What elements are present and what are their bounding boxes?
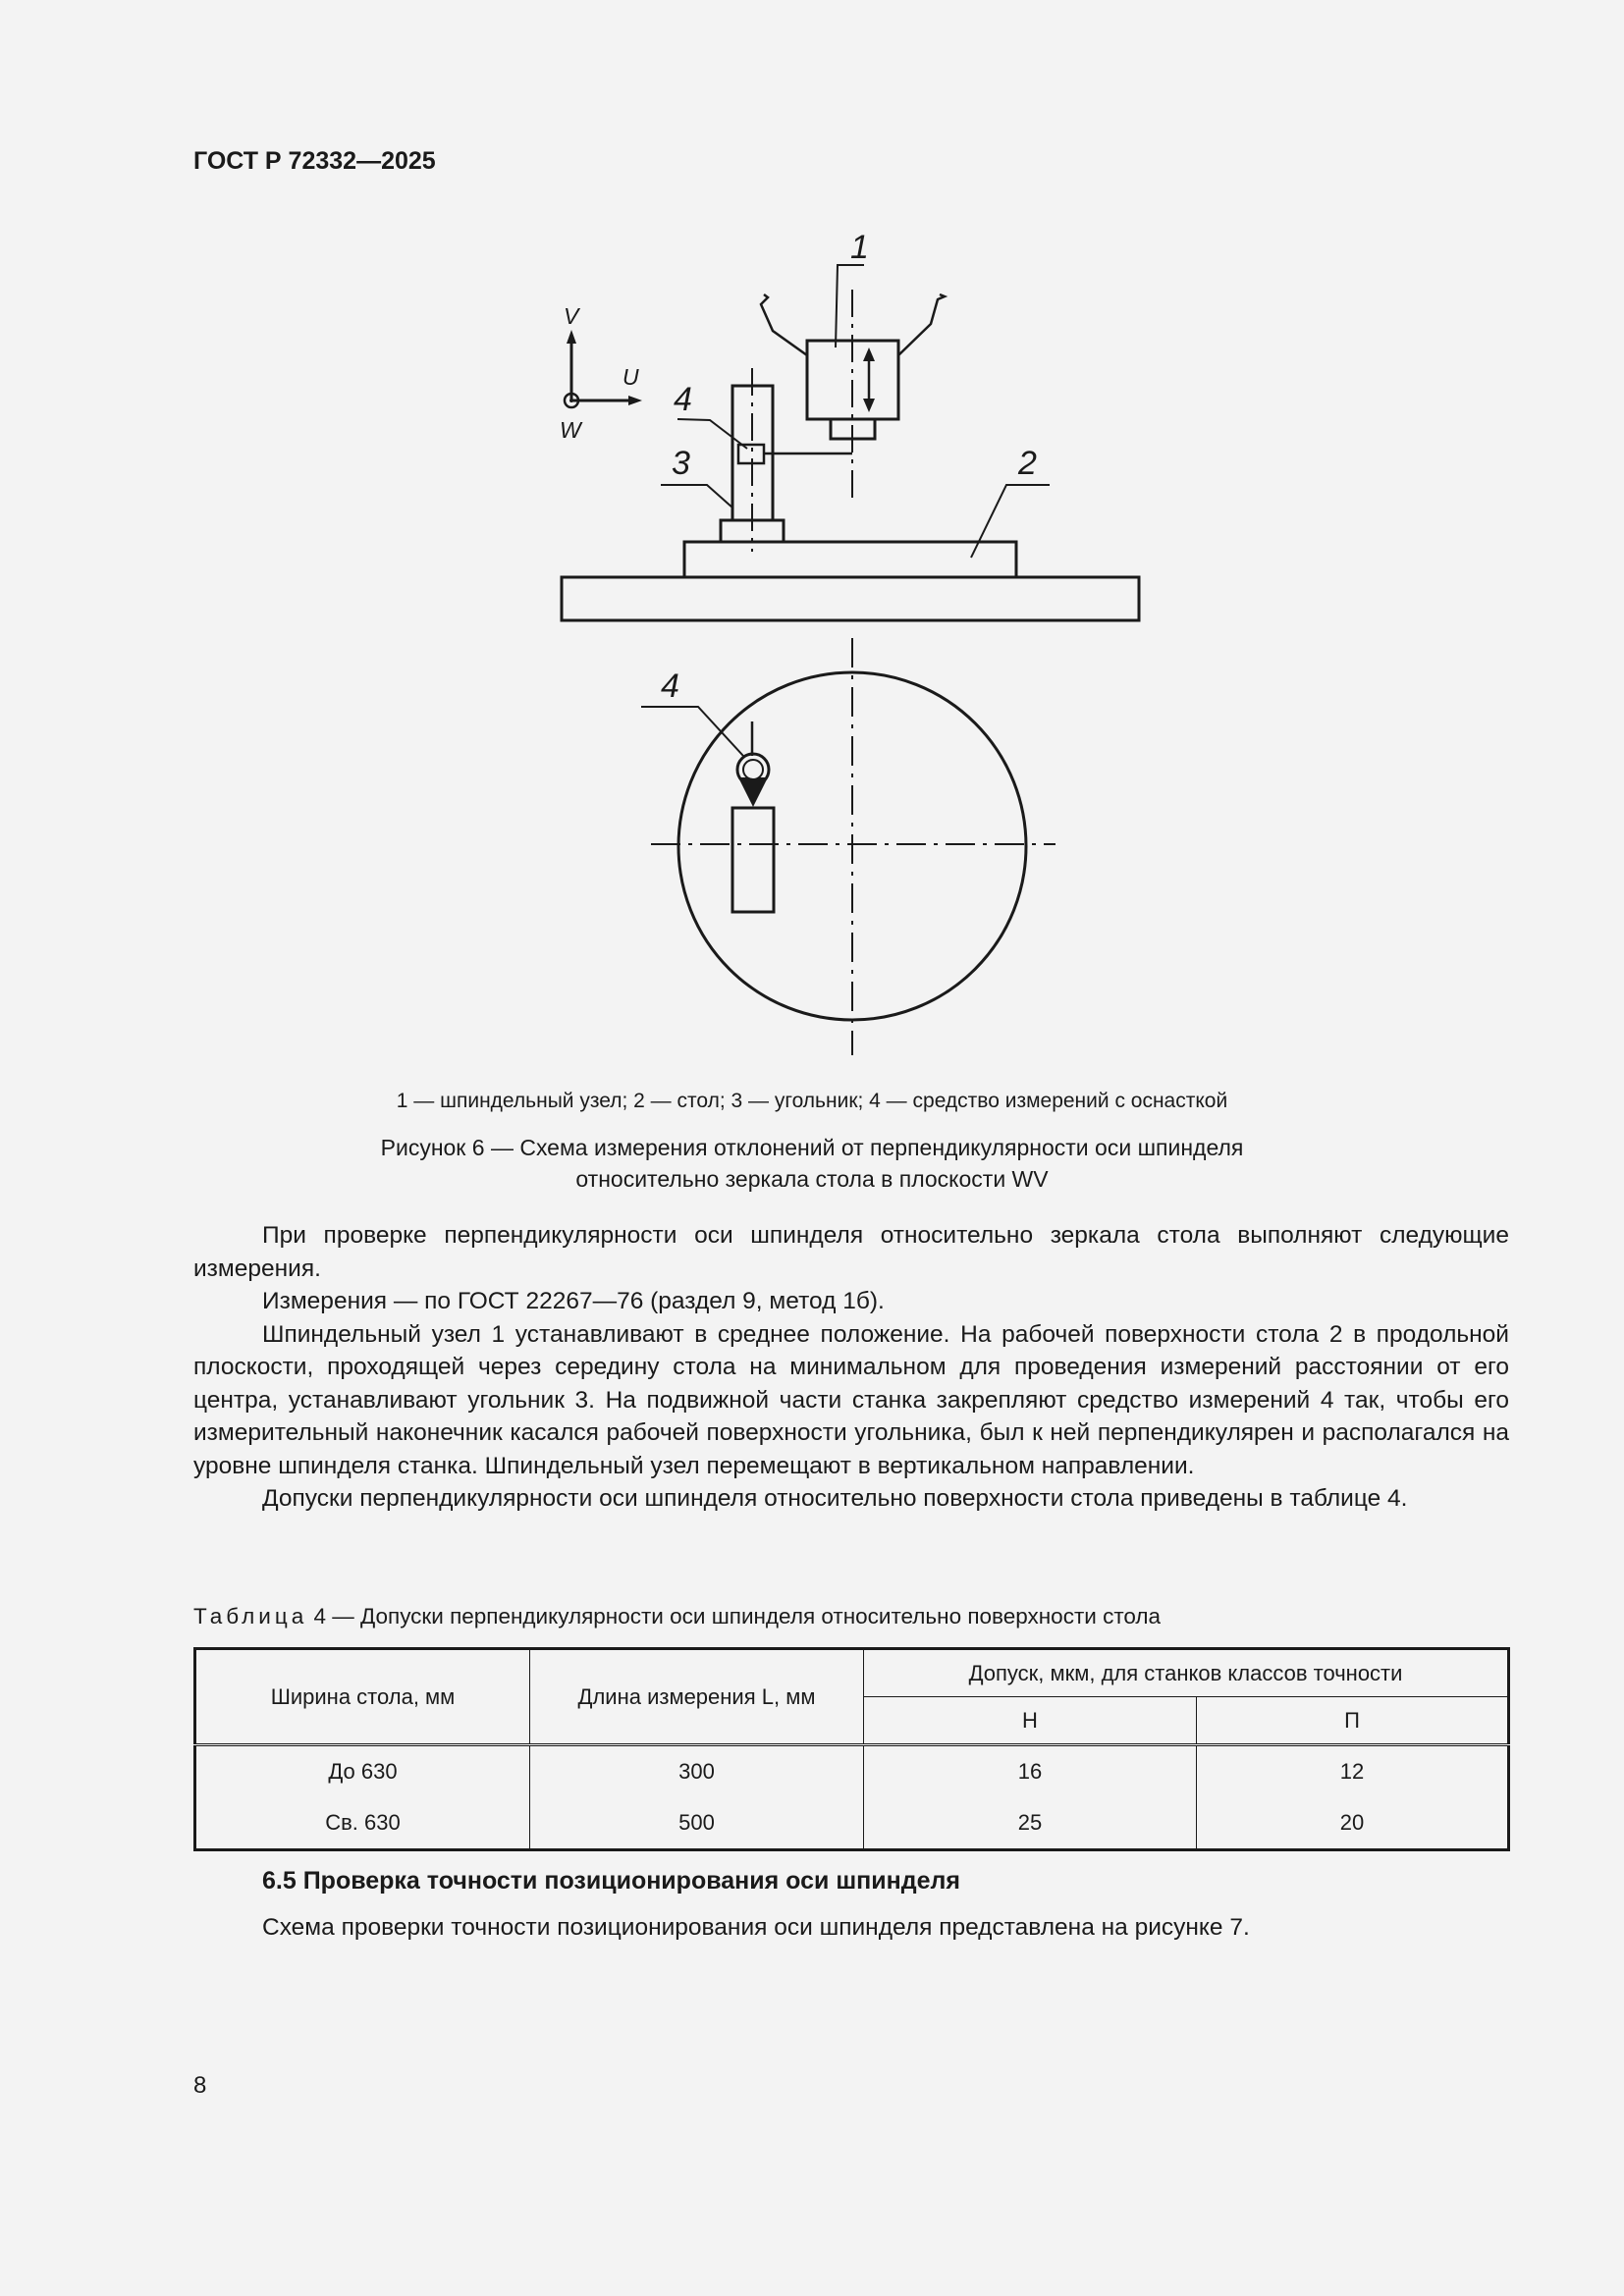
cell-class-n: 25: [864, 1797, 1197, 1850]
tolerance-table: [193, 1647, 1510, 1851]
cell-class-p: 20: [1197, 1797, 1509, 1850]
callout-3: 3: [672, 445, 690, 482]
square-top-view: [732, 808, 774, 912]
cell-class-p: 12: [1197, 1745, 1509, 1798]
section-text: Схема проверки точности позиционирования оси шпинделя представлена на рисунке 7.: [262, 1914, 1250, 1941]
header-tolerance: Допуск, мкм, для станков классов точности: [864, 1649, 1509, 1697]
work-table: [684, 542, 1016, 577]
paragraph: Измерения — по ГОСТ 22267—76 (раздел 9, метод 1б).: [262, 1288, 885, 1314]
callout-2: 2: [1018, 445, 1037, 482]
figure-6-diagram: [0, 0, 1624, 1080]
figure-title-line-2: относительно зеркала стола в плоскости WV: [575, 1166, 1049, 1192]
header-length: Длина измерения L, мм: [530, 1649, 864, 1745]
page-number: 8: [193, 2072, 207, 2099]
figure-title-line-1: Рисунок 6 — Схема измерения отклонений от перпендикулярности оси шпинделя: [380, 1135, 1244, 1160]
section-heading: 6.5 Проверка точности позиционирования оси шпинделя: [262, 1867, 960, 1895]
axis-u-label: U: [623, 364, 639, 390]
axis-w-label: W: [560, 417, 581, 443]
cell-width: Св. 630: [195, 1797, 530, 1850]
paragraph: Шпиндельный узел 1 устанавливают в среднее положение. На рабочей поверхности стола 2 в продольной плоскости, проходящей через середину стола на минимальном для проведения измерений расстоянии от его центра, устанавливают угольник 3. На подвижной части станка закрепляют средство измерений 4 так, чтобы его измерительный наконечник касался рабочей поверхности угольника, был к ней перпендикулярен и располагался на уровне шпинделя станка. Шпиндельный узел перемещают в вертикальном направлении.: [193, 1320, 1509, 1479]
machine-base: [562, 577, 1139, 620]
figure-legend: 1 — шпиндельный узел; 2 — стол; 3 — угольник; 4 — средство измерений с оснасткой: [396, 1090, 1228, 1112]
axis-v-label: V: [564, 303, 579, 329]
table-title: [193, 1604, 1161, 1629]
cell-width: До 630: [195, 1745, 530, 1798]
header-class-p: П: [1197, 1697, 1509, 1745]
callout-4: 4: [674, 381, 692, 418]
paragraph: Допуски перпендикулярности оси шпинделя относительно поверхности стола приведены в таблице 4.: [262, 1485, 1408, 1512]
callout-1: 1: [850, 229, 869, 266]
table-row: [195, 1797, 1509, 1850]
table-title-prefix: Таблица: [193, 1604, 308, 1629]
table-title-text: 4 — Допуски перпендикулярности оси шпинделя относительно поверхности стола: [307, 1604, 1162, 1629]
figure-title: [0, 1132, 1624, 1195]
cell-length: 500: [530, 1797, 864, 1850]
document-header: ГОСТ Р 72332—2025: [193, 147, 436, 175]
header-width: Ширина стола, мм: [195, 1649, 530, 1745]
header-class-n: Н: [864, 1697, 1197, 1745]
callout-4-plan: 4: [661, 667, 679, 705]
cell-class-n: 16: [864, 1745, 1197, 1798]
paragraph: При проверке перпендикулярности оси шпинделя относительно зеркала стола выполняют следующие измерения.: [193, 1222, 1509, 1282]
body-text: [193, 1219, 1509, 1516]
table-row: [195, 1745, 1509, 1798]
cell-length: 300: [530, 1745, 864, 1798]
